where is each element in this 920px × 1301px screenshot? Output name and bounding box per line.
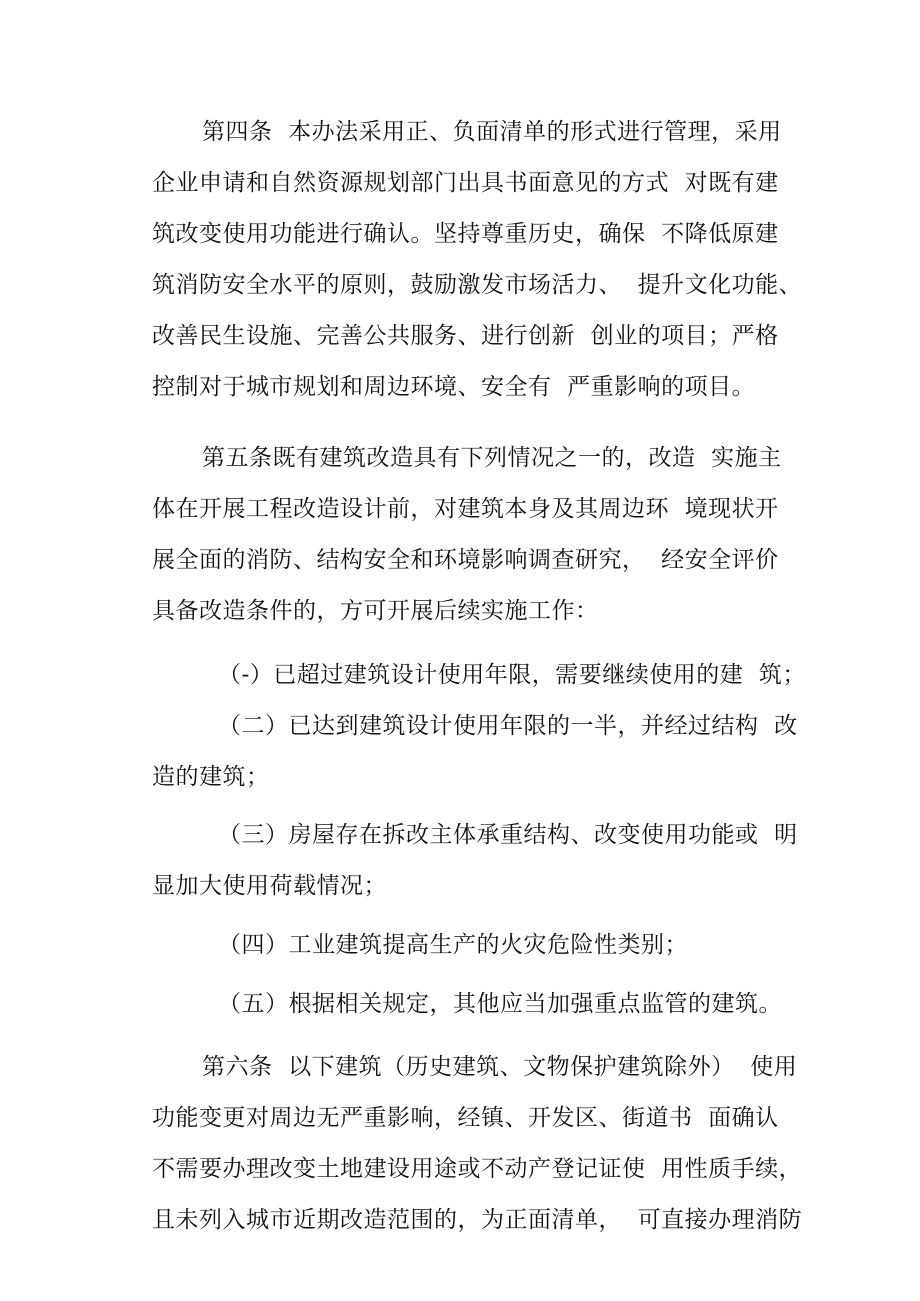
article-4-line-5: 改善民生设施、完善公共服务、进行创新 创业的项目；严格 bbox=[152, 323, 779, 349]
item-3-line-1: （三）房屋存在拆改主体承重结构、改变使用功能或 明 bbox=[218, 822, 798, 848]
article-6-line-4: 且未列入城市近期改造范围的，为正面清单， 可直接办理消防 bbox=[152, 1207, 803, 1233]
item-2-line-1: （二）已达到建筑设计使用年限的一半，并经过结构 改 bbox=[218, 713, 798, 739]
article-5-line-4: 具备改造条件的，方可开展后续实施工作： bbox=[152, 598, 599, 624]
item-3-line-2: 显加大使用荷载情况； bbox=[152, 873, 387, 899]
article-6-line-3: 不需要办理改变土地建设用途或不动产登记证使 用性质手续， bbox=[152, 1156, 803, 1182]
article-5-line-2: 体在开展工程改造设计前，对建筑本身及其周边环 境现状开 bbox=[152, 496, 779, 522]
article-4-line-2: 企业申请和自然资源规划部门出具书面意见的方式 对既有建 bbox=[152, 170, 779, 196]
item-4-line-1: （四）工业建筑提高生产的火灾危险性类别； bbox=[218, 932, 688, 958]
article-5-line-1: 第五条既有建筑改造具有下列情况之一的，改造 实施主 bbox=[202, 445, 782, 471]
article-6-line-1: 第六条 以下建筑（历史建筑、文物保护建筑除外） 使用 bbox=[202, 1054, 798, 1080]
article-5-line-3: 展全面的消防、结构安全和环境影响调查研究， 经安全评价 bbox=[152, 547, 779, 573]
item-5-line-1: （五）根据相关规定，其他应当加强重点监管的建筑。 bbox=[218, 991, 782, 1017]
article-6-line-2: 功能变更对周边无严重影响，经镇、开发区、街道书 面确认 bbox=[152, 1105, 779, 1131]
article-4-line-6: 控制对于城市规划和周边环境、安全有 严重影响的项目。 bbox=[152, 374, 756, 400]
article-4-line-4: 筑消防安全水平的原则，鼓励激发市场活力、 提升文化功能、 bbox=[152, 272, 803, 298]
item-1-line-1: （-）已超过建筑设计使用年限，需要继续使用的建 筑； bbox=[218, 662, 806, 688]
article-4-line-3: 筑改变使用功能进行确认。坚持尊重历史，确保 不降低原建 bbox=[152, 221, 779, 247]
item-2-line-2: 造的建筑； bbox=[152, 764, 270, 790]
article-4-line-1: 第四条 本办法采用正、负面清单的形式进行管理，采用 bbox=[202, 119, 782, 145]
